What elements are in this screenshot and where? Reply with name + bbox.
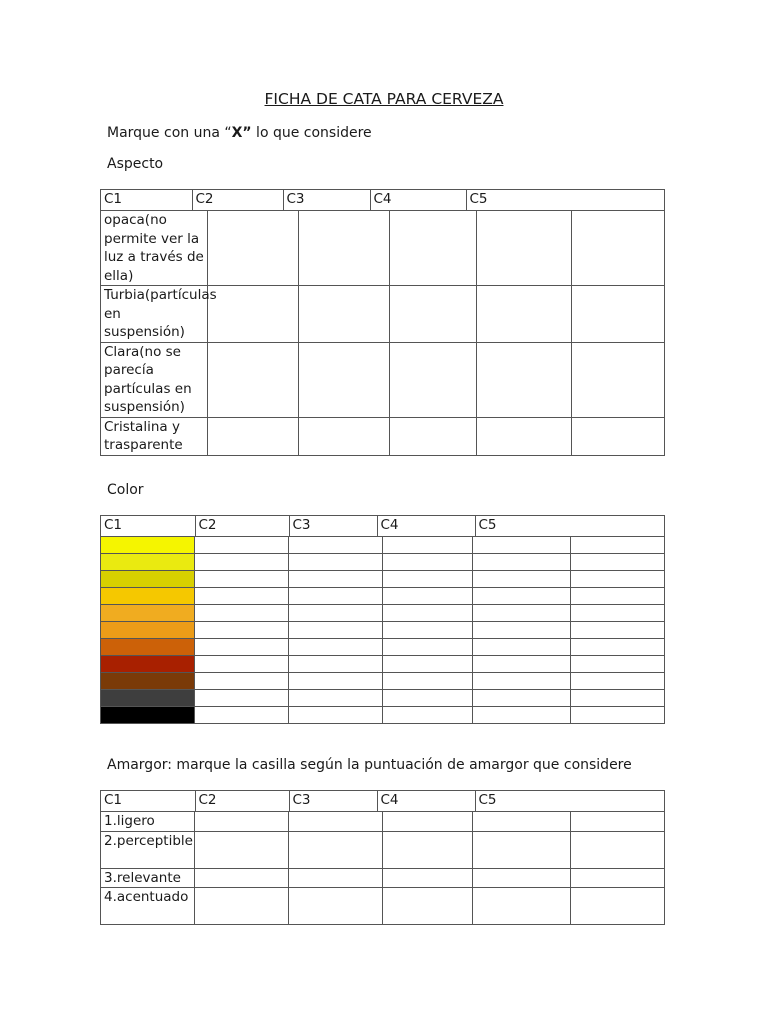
color-row [101,537,665,554]
check-cell[interactable] [383,588,473,605]
color-rows [101,537,665,724]
check-cell[interactable] [571,605,665,622]
check-cell[interactable] [195,690,289,707]
color-col-c5: C5 [475,516,664,536]
check-cell[interactable] [195,639,289,656]
check-cell[interactable] [195,831,289,868]
color-swatch [101,690,195,707]
check-cell[interactable] [195,673,289,690]
color-row [101,605,665,622]
aspecto-col-c5: C5 [466,190,664,210]
amargor-col-c2: C2 [195,791,289,811]
color-col-c2: C2 [195,516,289,536]
color-row [101,639,665,656]
amargor-row [101,888,665,925]
color-col-c1: C1 [104,517,123,533]
color-table [100,515,665,724]
check-cell[interactable] [195,571,289,588]
check-cell[interactable] [571,888,665,925]
check-cell[interactable] [473,588,571,605]
check-cell[interactable] [477,342,572,417]
check-cell[interactable] [473,639,571,656]
aspecto-row-label: Clara(no se parecía partículas en suspensión) [101,342,208,417]
check-cell[interactable] [299,417,390,455]
check-cell[interactable] [299,286,390,343]
color-row [101,707,665,724]
check-cell[interactable] [571,554,665,571]
check-cell[interactable] [383,888,473,925]
amargor-header [101,791,665,812]
check-cell[interactable] [390,286,477,343]
aspecto-row [101,342,665,417]
amargor-row [101,868,665,888]
color-row [101,571,665,588]
check-cell[interactable] [195,656,289,673]
amargor-table [100,790,665,925]
aspecto-row [101,417,665,455]
check-cell[interactable] [195,622,289,639]
color-swatch [101,639,195,656]
check-cell[interactable] [289,571,383,588]
color-col-c3: C3 [289,516,377,536]
color-swatch [101,588,195,605]
check-cell[interactable] [383,537,473,554]
color-swatch [101,707,195,724]
check-cell[interactable] [571,656,665,673]
check-cell[interactable] [383,605,473,622]
check-cell[interactable] [571,622,665,639]
check-cell[interactable] [572,286,665,343]
check-cell[interactable] [383,656,473,673]
aspecto-row-label: opaca(no permite ver la luz a través de ella) [101,211,208,286]
instruction-before: Marque con una “ [107,125,232,141]
color-heading: Color [107,482,144,498]
aspecto-col-c3: C3 [283,190,370,210]
check-cell[interactable] [571,707,665,724]
check-cell[interactable] [289,656,383,673]
check-cell[interactable] [383,812,473,832]
color-swatch [101,537,195,554]
check-cell[interactable] [571,690,665,707]
color-swatch [101,656,195,673]
amargor-row-label: 3.relevante [101,868,195,888]
color-header-row [101,516,665,537]
check-cell[interactable] [473,690,571,707]
check-cell[interactable] [289,812,383,832]
aspecto-row-label: Cristalina y trasparente [101,417,208,455]
aspecto-heading: Aspecto [107,156,164,172]
color-col-c4: C4 [377,516,475,536]
check-cell[interactable] [195,707,289,724]
amargor-row-label: 4.acentuado [101,888,195,925]
check-cell[interactable] [195,812,289,832]
check-cell[interactable] [572,342,665,417]
check-cell[interactable] [289,622,383,639]
check-cell[interactable] [208,286,299,343]
check-cell[interactable] [473,571,571,588]
color-swatch [101,554,195,571]
check-cell[interactable] [383,868,473,888]
check-cell[interactable] [289,537,383,554]
amargor-col-c1: C1 [104,792,123,808]
check-cell[interactable] [208,342,299,417]
check-cell[interactable] [571,588,665,605]
check-cell[interactable] [289,831,383,868]
check-cell[interactable] [473,605,571,622]
check-cell[interactable] [383,690,473,707]
check-cell[interactable] [383,831,473,868]
check-cell[interactable] [571,673,665,690]
check-cell[interactable] [571,831,665,868]
check-cell[interactable] [383,571,473,588]
check-cell[interactable] [390,211,477,286]
check-cell[interactable] [473,888,571,925]
amargor-row-label: 2.perceptible [101,831,195,868]
amargor-row [101,812,665,832]
aspecto-header [101,190,665,211]
check-cell[interactable] [383,622,473,639]
color-row [101,673,665,690]
check-cell[interactable] [571,812,665,832]
check-cell[interactable] [289,888,383,925]
amargor-row-label: 1.ligero [101,812,195,832]
check-cell[interactable] [473,831,571,868]
amargor-col-c4: C4 [377,791,475,811]
check-cell[interactable] [289,673,383,690]
check-cell[interactable] [289,868,383,888]
check-cell[interactable] [299,342,390,417]
color-swatch [101,622,195,639]
check-cell[interactable] [473,622,571,639]
check-cell[interactable] [473,656,571,673]
check-cell[interactable] [571,868,665,888]
aspecto-row-label: Turbia(partículas en suspensión) [101,286,208,343]
check-cell[interactable] [473,868,571,888]
check-cell[interactable] [390,417,477,455]
check-cell[interactable] [473,554,571,571]
check-cell[interactable] [289,588,383,605]
check-cell[interactable] [208,417,299,455]
amargor-row [101,831,665,868]
color-row [101,690,665,707]
check-cell[interactable] [390,342,477,417]
check-cell[interactable] [473,707,571,724]
aspecto-table [100,189,665,456]
color-swatch [101,673,195,690]
check-cell[interactable] [571,537,665,554]
check-cell[interactable] [289,605,383,622]
check-cell[interactable] [477,286,572,343]
check-cell[interactable] [383,673,473,690]
color-swatch [101,605,195,622]
instruction-text [107,125,372,141]
check-cell[interactable] [289,690,383,707]
check-cell[interactable] [383,554,473,571]
aspecto-col-c1: C1 [104,191,123,207]
amargor-col-c3: C3 [289,791,377,811]
check-cell[interactable] [195,888,289,925]
aspecto-header-row [101,190,665,211]
amargor-heading: Amargor: marque la casilla según la puntuación de amargor que considere [107,757,632,773]
color-row [101,588,665,605]
check-cell[interactable] [195,605,289,622]
check-cell[interactable] [289,707,383,724]
check-cell[interactable] [571,639,665,656]
amargor-header-row [101,791,665,812]
color-row [101,622,665,639]
check-cell[interactable] [195,554,289,571]
check-cell[interactable] [477,417,572,455]
aspecto-col-c4: C4 [370,190,466,210]
check-cell[interactable] [383,639,473,656]
check-cell[interactable] [571,571,665,588]
check-cell[interactable] [572,417,665,455]
check-cell[interactable] [473,812,571,832]
page-title: FICHA DE CATA PARA CERVEZA [264,90,504,108]
check-cell[interactable] [383,707,473,724]
check-cell[interactable] [195,537,289,554]
check-cell[interactable] [477,211,572,286]
check-cell[interactable] [195,588,289,605]
check-cell[interactable] [299,211,390,286]
check-cell[interactable] [195,868,289,888]
check-cell[interactable] [572,211,665,286]
aspecto-col-c2: C2 [192,190,283,210]
check-cell[interactable] [473,673,571,690]
aspecto-row [101,211,665,286]
color-header [101,516,665,537]
amargor-col-c5: C5 [475,791,664,811]
color-row [101,554,665,571]
instruction-after: lo que considere [251,125,372,141]
color-row [101,656,665,673]
aspecto-row [101,286,665,343]
check-cell[interactable] [473,537,571,554]
color-swatch [101,571,195,588]
check-cell[interactable] [289,639,383,656]
instruction-mark: X” [231,125,252,141]
check-cell[interactable] [289,554,383,571]
check-cell[interactable] [208,211,299,286]
